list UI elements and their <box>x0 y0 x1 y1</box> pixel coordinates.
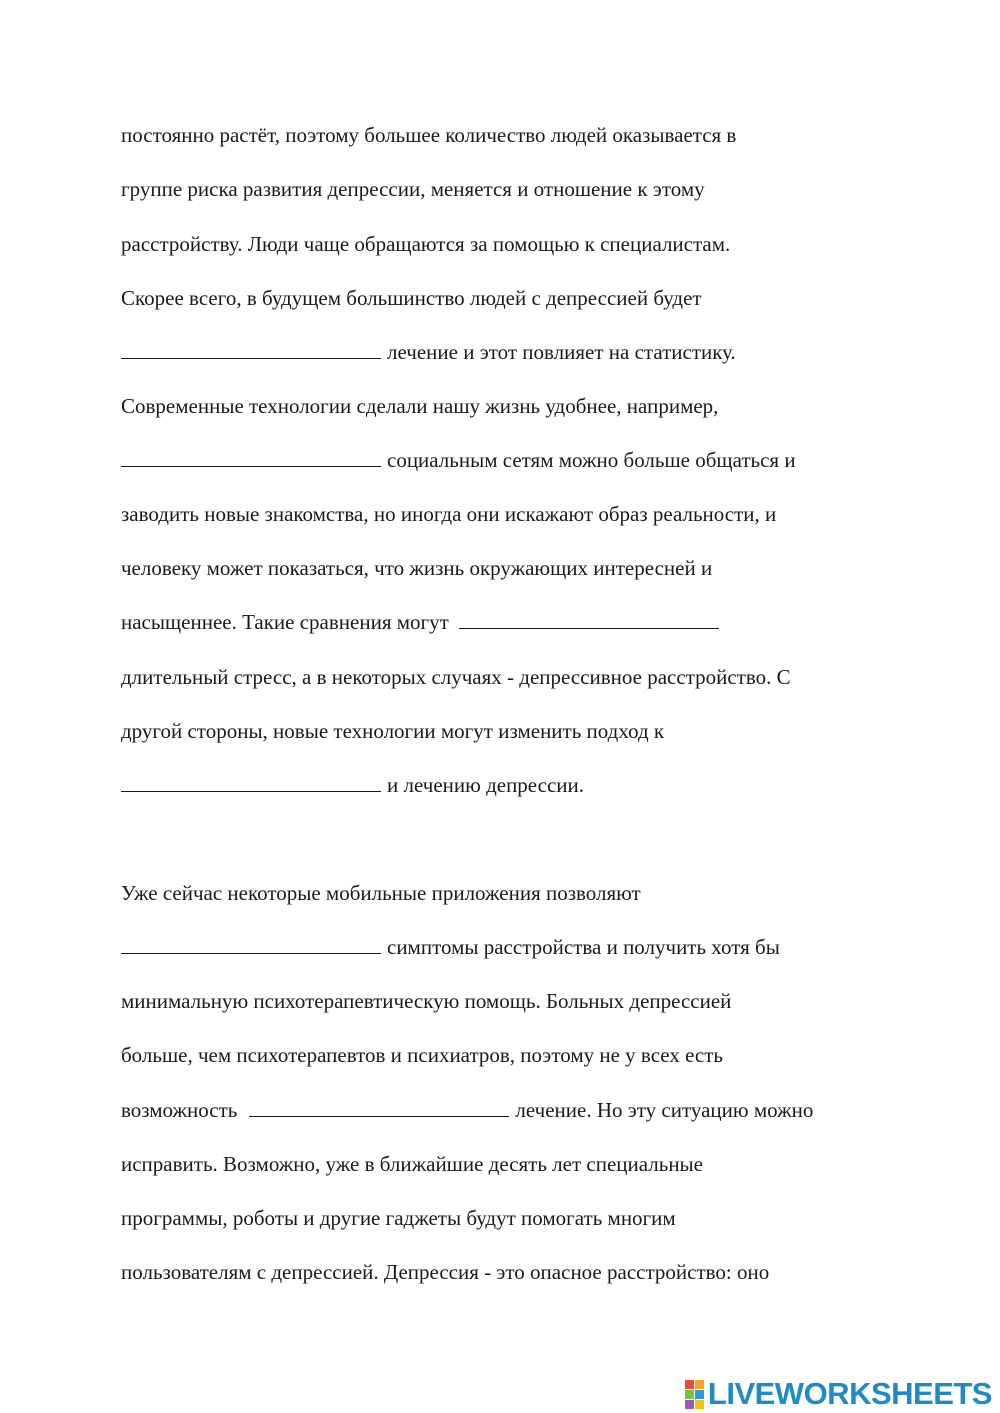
text-line: длительный стресс, а в некоторых случаях - депрессивное расстройство. С <box>121 665 791 689</box>
blank-input-3[interactable] <box>459 612 719 629</box>
text-segment: и лечению депрессии. <box>387 773 585 797</box>
text-segment: симптомы расстройства и получить хотя бы <box>387 935 780 959</box>
text-line: исправить. Возможно, уже в ближайшие десять лет специальные <box>121 1152 703 1176</box>
text-line: Скорее всего, в будущем большинство людей с депрессией будет <box>121 286 702 310</box>
text-segment: социальным сетям можно больше общаться и <box>387 448 796 472</box>
blank-input-4[interactable] <box>121 775 381 792</box>
text-line <box>121 1097 813 1123</box>
logo-blocks-icon <box>685 1380 704 1409</box>
text-segment: насыщеннее. Такие сравнения могут <box>121 610 449 634</box>
blank-input-1[interactable] <box>121 342 381 359</box>
blank-input-2[interactable] <box>121 450 381 467</box>
text-line <box>121 447 796 473</box>
text-line <box>121 609 719 635</box>
text-line: группе риска развития депрессии, меняется и отношение к этому <box>121 177 705 201</box>
text-line <box>121 772 584 798</box>
text-line: Уже сейчас некоторые мобильные приложения позволяют <box>121 881 641 905</box>
text-line: программы, роботы и другие гаджеты будут помогать многим <box>121 1206 676 1230</box>
text-line: пользователям с депрессией. Депрессия - это опасное расстройство: оно <box>121 1260 770 1284</box>
text-line: расстройству. Люди чаще обращаются за помощью к специалистам. <box>121 232 731 256</box>
text-line: другой стороны, новые технологии могут изменить подход к <box>121 719 665 743</box>
text-line: постоянно растёт, поэтому большее количество людей оказывается в <box>121 123 737 147</box>
text-line: Современные технологии сделали нашу жизнь удобнее, например, <box>121 394 719 418</box>
text-line: больше, чем психотерапевтов и психиатров, поэтому не у всех есть <box>121 1043 723 1067</box>
logo-text: LIVEWORKSHEETS <box>707 1376 992 1411</box>
blank-input-6[interactable] <box>249 1100 509 1117</box>
text-line <box>121 934 780 960</box>
liveworksheets-logo <box>685 1378 992 1410</box>
text-segment: лечение. Но эту ситуацию можно <box>515 1098 814 1122</box>
text-line <box>121 339 736 365</box>
blank-input-5[interactable] <box>121 937 381 954</box>
text-line: минимальную психотерапевтическую помощь. Больных депрессией <box>121 989 732 1013</box>
text-line: заводить новые знакомства, но иногда они искажают образ реальности, и <box>121 502 777 526</box>
text-line: человеку может показаться, что жизнь окружающих интересней и <box>121 556 713 580</box>
text-segment: возможность <box>121 1098 238 1122</box>
text-segment: лечение и этот повлияет на статистику. <box>387 340 736 364</box>
